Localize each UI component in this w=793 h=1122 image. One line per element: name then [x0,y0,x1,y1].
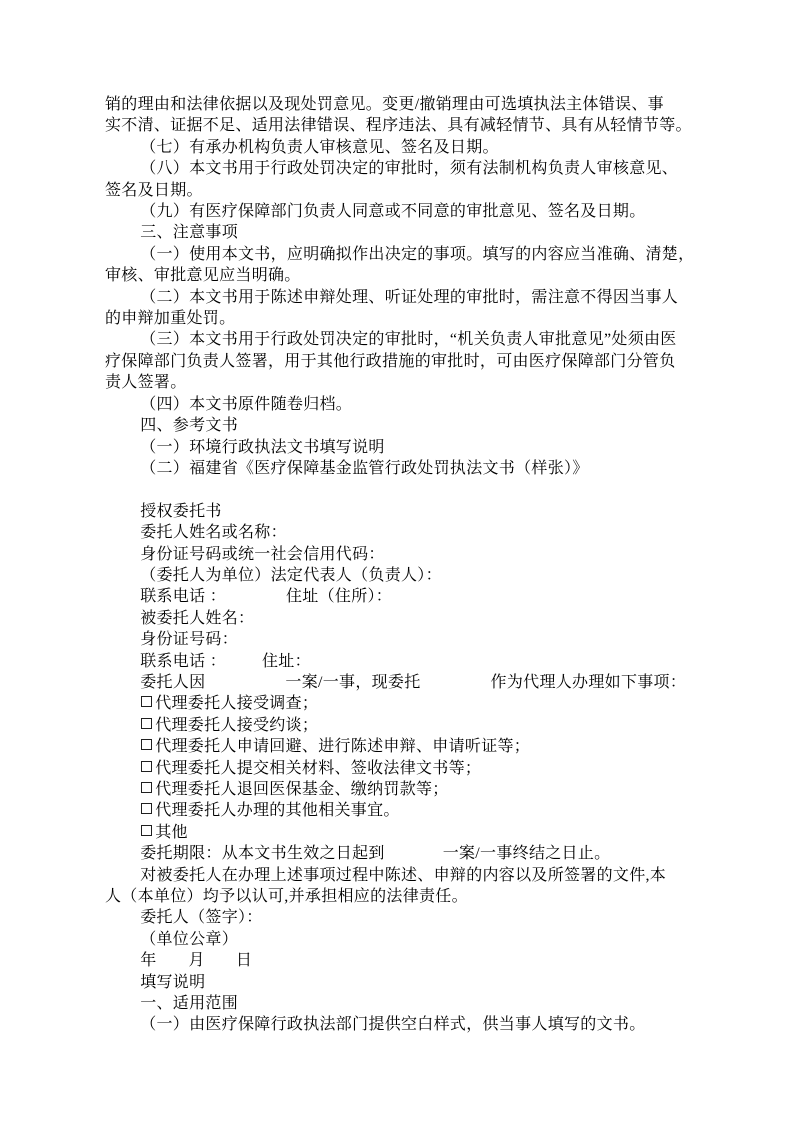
document-text: （七）有承办机构负责人审核意见、签名及日期。 [140,138,499,156]
document-line [105,137,703,158]
document-line [105,201,703,222]
document-line [105,329,703,350]
document-text: 年 [140,952,157,970]
fill-in-blank [226,600,286,601]
checkbox-icon [141,739,152,750]
document-line [105,222,703,243]
checkbox-icon [141,803,152,814]
document-line [105,565,703,586]
fill-in-blank [205,964,236,965]
document-text: 签名及日期。 [105,181,203,199]
document-line [105,907,703,928]
document-text: 一案/一事，现委托 [285,673,421,691]
document-text: 代理委托人退回医保基金、缴纳罚款等； [155,781,449,798]
document-line [105,351,703,372]
document-text: 审核、审批意见应当明确。 [105,267,301,285]
document-line [105,758,703,779]
document-text: 对被委托人在办理上述事项过程中陈述、申辩的内容以及所签署的文件,本 [140,866,667,884]
fill-in-blank [421,686,491,687]
document-line [105,993,703,1014]
document-line [105,800,703,821]
checkbox-icon [141,718,152,729]
document-text: 一案/一事终结之日止。 [442,845,611,863]
document-line [105,1014,703,1035]
document-text: 三、注意事项 [140,224,238,242]
fill-in-blank [157,964,189,965]
document-text: 四、参考文书 [140,417,238,435]
document-text: 月 [188,952,205,970]
document-text: 代理委托人提交相关材料、签收法律文书等； [155,759,482,777]
fill-in-blank [205,686,285,687]
document-text: （四）本文书原件随卷归档。 [140,395,353,413]
document-line [105,608,703,629]
document-line [105,265,703,286]
document-line [105,437,703,458]
document-text: 的申辩加重处罚。 [105,310,236,328]
document-line [105,287,703,308]
document-line [105,394,703,415]
document-text: （八）本文书用于行政处罚决定的审批时，须有法制机构负责人审核意见、 [140,160,679,178]
document-line [105,972,703,993]
document-line [105,180,703,201]
document-text: 授权委托书 [140,502,222,520]
document-line [105,886,703,907]
document-text: 委托人（签字）： [140,909,263,927]
document-line [105,715,703,736]
checkbox-icon [141,782,152,793]
document-line [105,736,703,757]
document-line [105,458,703,479]
document-line [105,372,703,393]
fill-in-blank [385,857,443,858]
document-text: （一）由医疗保障行政执法部门提供空白样式，供当事人填写的文书。 [140,1016,646,1034]
document-line [105,693,703,714]
document-line [105,544,703,565]
document-text: （九）有医疗保障部门负责人同意或不同意的审批意见、签名及日期。 [140,203,646,221]
document-line [105,94,703,115]
document-text: 填写说明 [140,973,206,991]
document-line [105,158,703,179]
document-line [105,415,703,436]
document-line [105,822,703,843]
document-line [105,586,703,607]
document-text: 作为代理人办理如下事项： [490,673,687,691]
document-text: （三）本文书用于行政处罚决定的审批时，“机关负责人审批意见”处须由医 [140,331,677,349]
document-text: （委托人为单位）法定代表人（负责人）： [140,566,442,584]
document-line [105,865,703,886]
document-text: 疗保障部门负责人签署，用于其他行政措施的审批时，可由医疗保障部门分管负 [105,352,676,370]
document-text: 人（本单位）均予以认可,并承担相应的法律责任。 [105,888,468,906]
document-text: 联系电话 ： [140,652,226,670]
document-text: 联系电话 ： [140,588,226,606]
document-text: 实不清、证据不足、适用法律错误、程序违法、具有减轻情节、具有从轻情节等。 [105,117,692,135]
document-text: 代理委托人接受约谈； [155,716,319,734]
document-text: 代理委托人接受调查； [155,695,319,713]
document-text: 身份证号码或统一社会信用代码： [140,545,385,563]
document-text: 被委托人姓名： [140,609,255,627]
document-text: （一）使用本文书，应明确拟作出决定的事项。填写的内容应当准确、清楚， [140,245,695,263]
document-line [105,929,703,950]
document-line [105,950,703,971]
document-line [105,308,703,329]
document-text: 代理委托人申请回避、进行陈述申辩、申请听证等； [155,738,531,756]
document-text: 委托人因 [140,673,206,691]
document-text: 日 [235,952,253,970]
document-text: （二）本文书用于陈述申辩处理、听证处理的审批时，需注意不得因当事人 [140,288,679,306]
document-text: 委托人姓名或名称： [140,524,287,542]
document-text: 住址（住所）： [286,588,393,606]
checkbox-icon [141,825,152,836]
document-line [105,843,703,864]
document-line [105,651,703,672]
document-text: （二）福建省《医疗保障基金监管行政处罚执法文书（样张）》 [140,459,589,477]
document-line [105,479,703,500]
fill-in-blank [226,665,262,666]
document-text: 一、适用范围 [140,995,238,1013]
document-text: 责人签署。 [105,374,187,392]
document-text: （一）环境行政执法文书填写说明 [140,438,385,456]
document-line [105,244,703,265]
document-text: 委托期限：从本文书生效之日起到 [140,845,385,863]
document-text: 代理委托人办理的其他相关事宜。 [155,802,400,820]
document-text: 其他 [155,823,188,841]
document-text: 身份证号码： [140,631,238,649]
document-line [105,779,703,800]
document-text: 销的理由和法律依据以及现处罚意见。变更/撤销理由可选填执法主体错误、事 [105,96,664,113]
document-line [105,672,703,693]
document-line [105,522,703,543]
document-line [105,501,703,522]
checkbox-icon [141,761,152,772]
document-line [105,115,703,136]
checkbox-icon [141,696,152,707]
document-line [105,629,703,650]
document-text: 住址： [262,652,311,670]
document-text: （单位公章） [140,930,238,948]
